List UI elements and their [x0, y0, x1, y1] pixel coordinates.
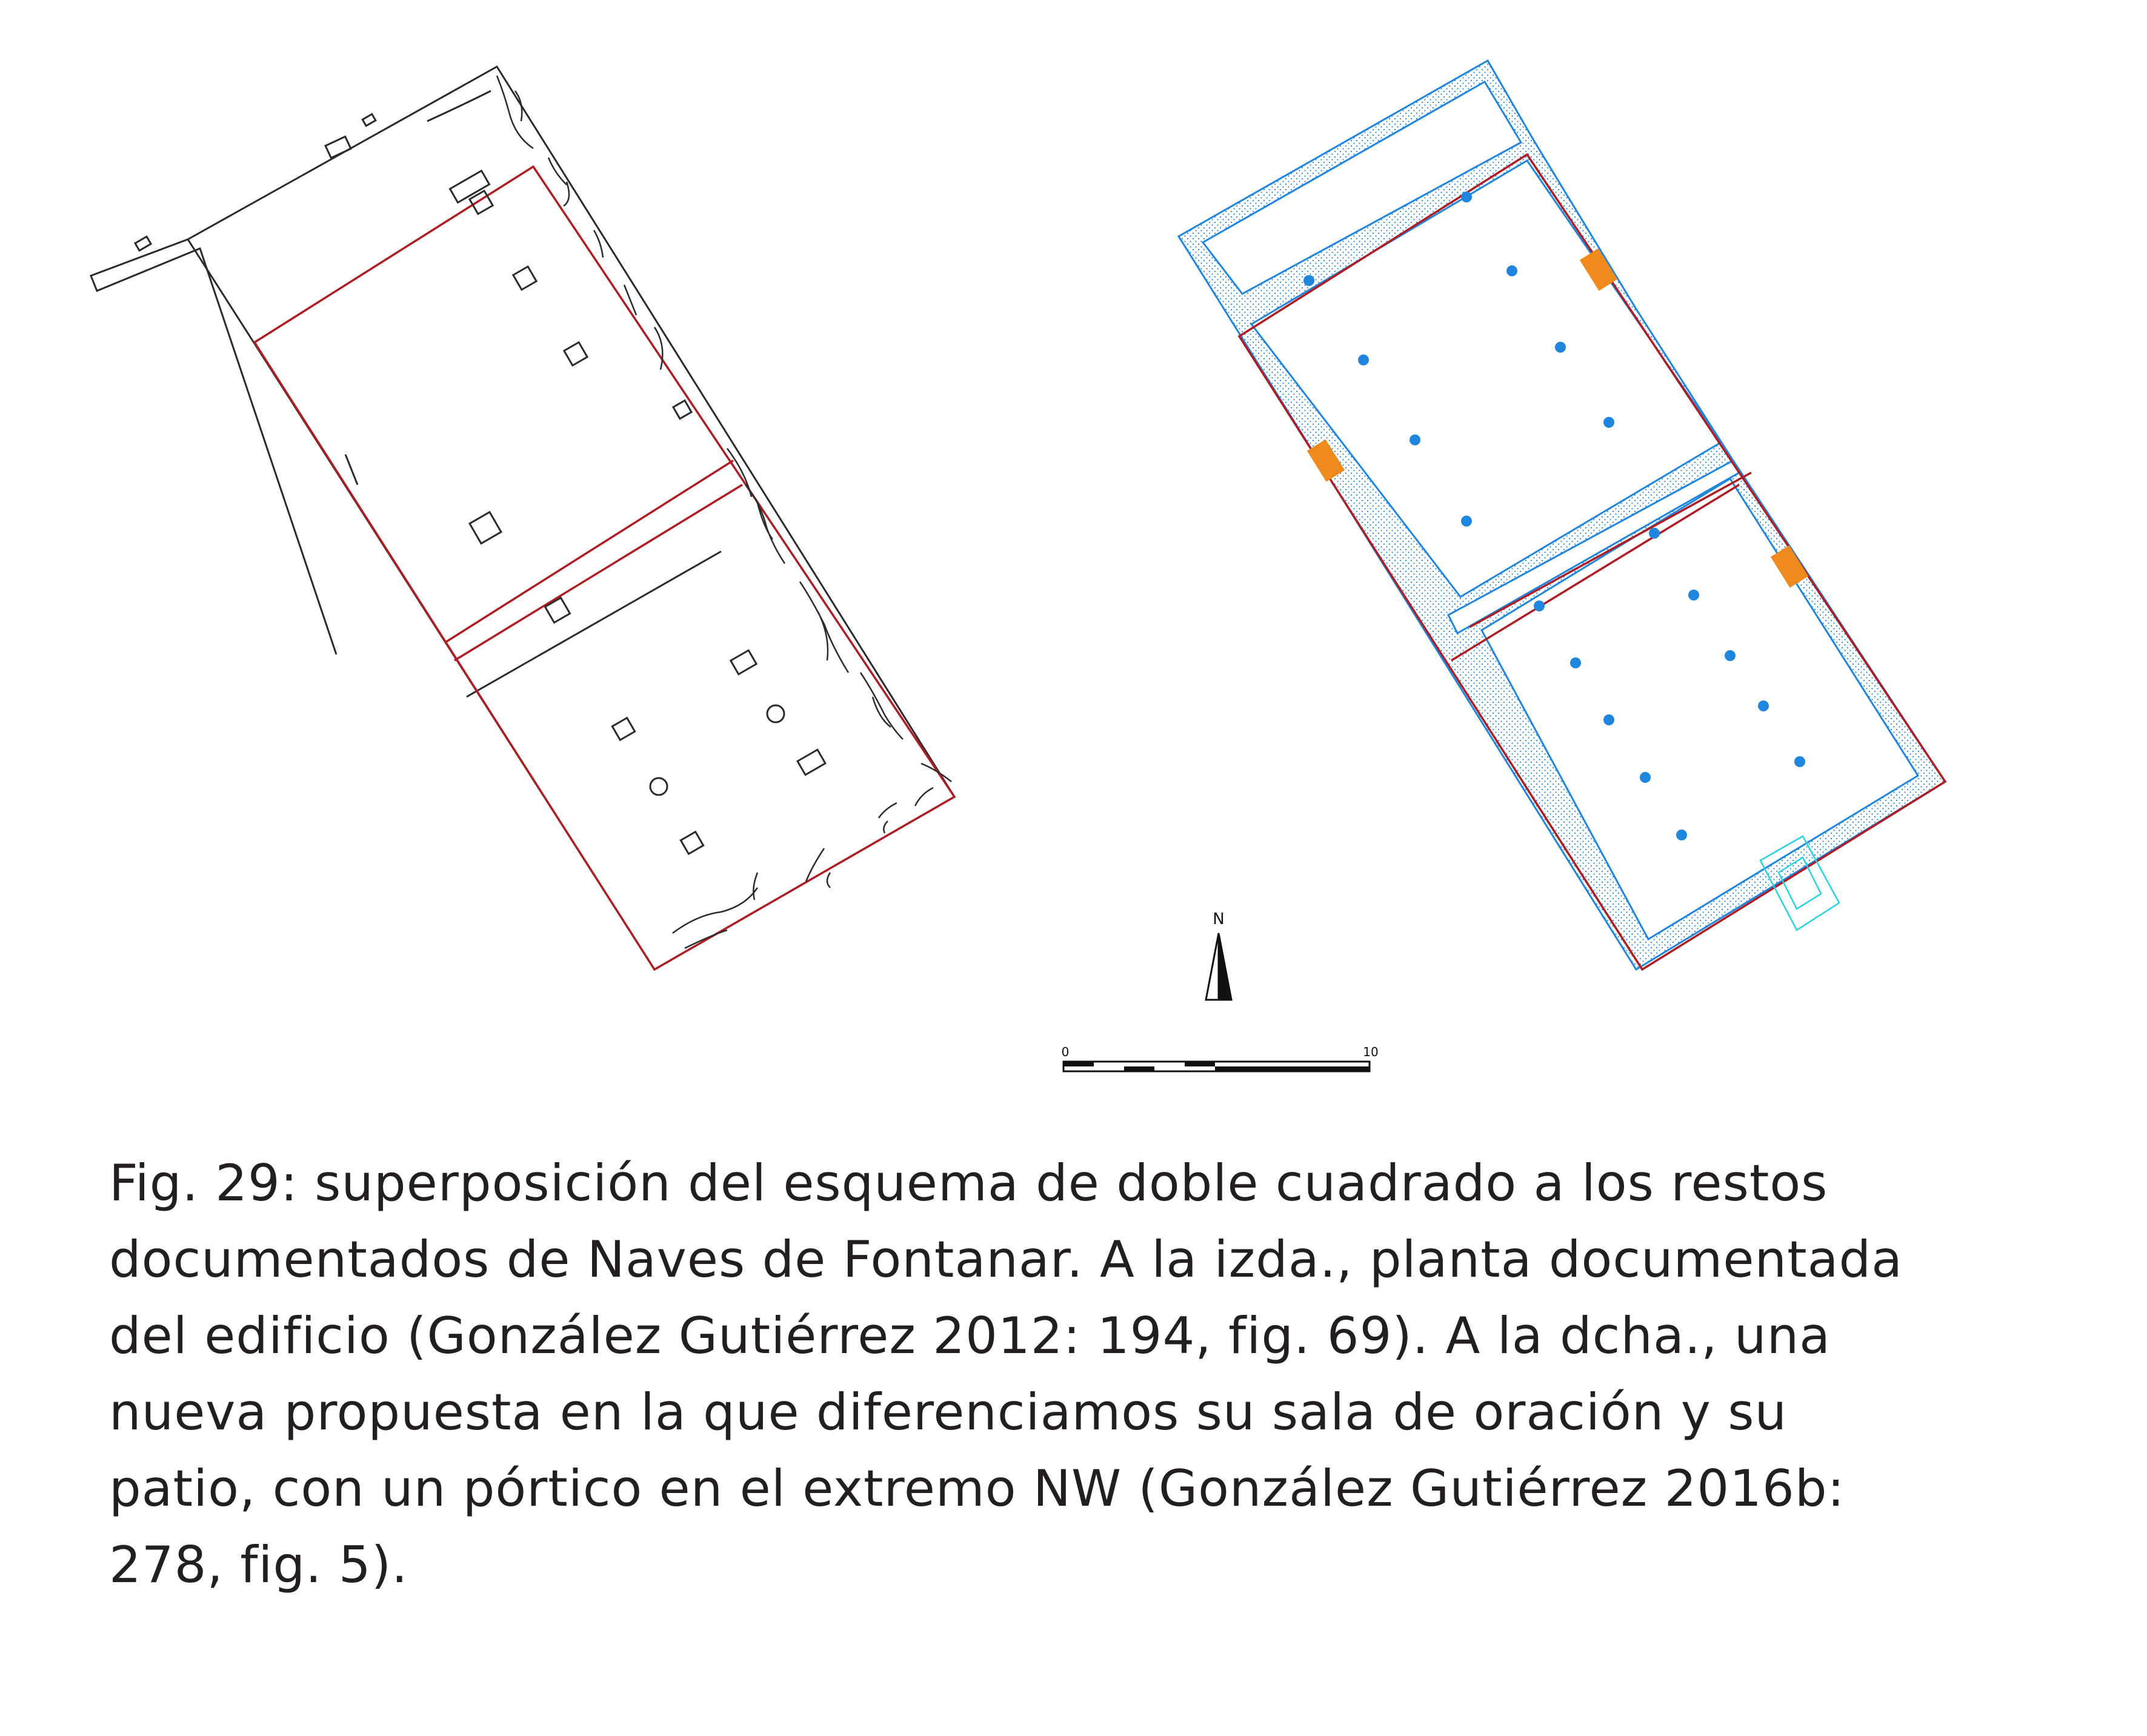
documented-walls	[91, 67, 954, 969]
caption-line: del edificio (González Gutiérrez 2012: 194, fig. 69). A la dcha., una	[109, 1306, 1831, 1365]
hatched-walls	[1179, 61, 1945, 969]
north-label: N	[1213, 910, 1225, 928]
caption-line: nueva propuesta en la que diferenciamos su sala de oración y su	[109, 1383, 1788, 1442]
north-arrow	[1206, 910, 1231, 1000]
caption-line: Fig. 29: superposición del esquema de doble cuadrado a los restos	[109, 1154, 1828, 1212]
scale-end-label: 10	[1363, 1045, 1379, 1059]
caption-line: 278, fig. 5).	[109, 1535, 408, 1594]
scale-bar	[1062, 1045, 1379, 1071]
figure-caption	[109, 1145, 2048, 1603]
rubble-stones	[497, 76, 951, 948]
caption-line: documentados de Naves de Fontanar. A la izda., planta documentada	[109, 1230, 1903, 1289]
scale-start-label: 0	[1061, 1045, 1070, 1059]
caption-line: patio, con un pórtico en el extremo NW (González Gutiérrez 2016b:	[109, 1459, 1845, 1518]
double-square-scheme	[255, 167, 954, 969]
documented-floor-plan	[91, 67, 954, 969]
proposed-floor-plan	[1179, 61, 1945, 969]
